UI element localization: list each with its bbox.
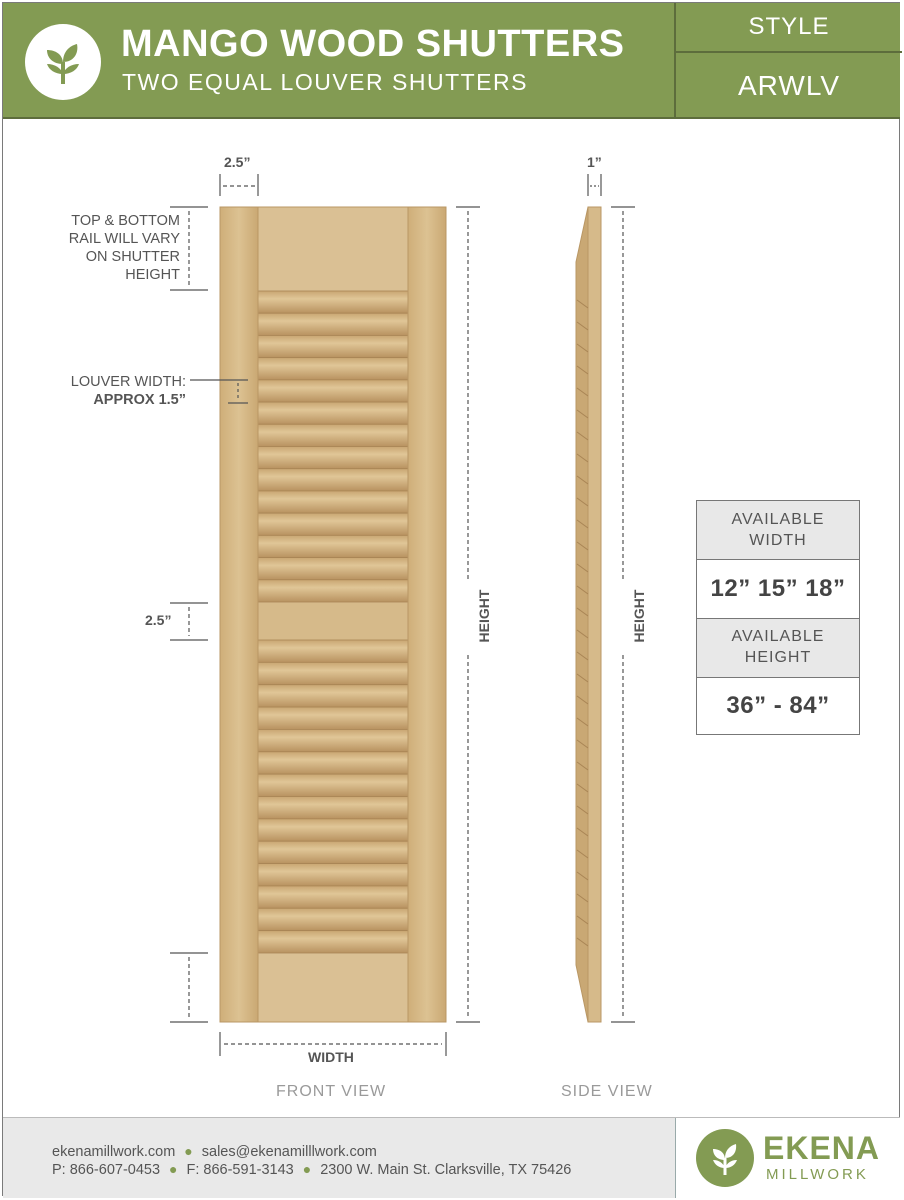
side-view-label: SIDE VIEW xyxy=(561,1083,653,1100)
available-width-values: 12” 15” 18” xyxy=(697,560,859,618)
louver-slat xyxy=(258,774,408,796)
louver-slat xyxy=(258,864,408,886)
stile-width-label: 2.5” xyxy=(224,154,251,170)
louver-slat xyxy=(258,491,408,513)
availability-table xyxy=(696,500,860,735)
fax-number: F: 866-591-3143 xyxy=(186,1162,294,1178)
email-link[interactable]: sales@ekenamilllwork.com xyxy=(201,1144,377,1160)
louver-slat xyxy=(258,358,408,380)
phone-number: P: 866-607-0453 xyxy=(52,1162,161,1178)
louver-slat xyxy=(258,558,408,580)
rail-note: TOP & BOTTOM RAIL WILL VARY ON SHUTTER HEIGHT xyxy=(68,213,180,283)
louver-slat xyxy=(258,424,408,446)
louver-slat xyxy=(258,291,408,313)
brand-subname: MILLWORK xyxy=(766,1166,869,1183)
footer-contact-line-2 xyxy=(52,1161,571,1178)
mid-rail-label: 2.5” xyxy=(145,612,172,628)
louver-slat xyxy=(258,662,408,684)
louver-slat xyxy=(258,380,408,402)
louver-slat xyxy=(258,729,408,751)
louver-slat xyxy=(258,469,408,491)
louver-slat xyxy=(258,707,408,729)
footer-bar xyxy=(3,1117,900,1198)
bullet-icon: ● xyxy=(184,1143,193,1159)
front-view-shutter xyxy=(220,207,446,1022)
louver-slat xyxy=(258,752,408,774)
page-subtitle: TWO EQUAL LOUVER SHUTTERS xyxy=(122,69,528,95)
louver-slat xyxy=(258,402,408,424)
louver-slat xyxy=(258,640,408,662)
louver-slat xyxy=(258,535,408,557)
louvers-upper xyxy=(258,291,408,602)
louver-slat xyxy=(258,841,408,863)
louver-slat xyxy=(258,513,408,535)
available-height-header: AVAILABLE HEIGHT xyxy=(697,619,859,677)
louver-slat xyxy=(258,819,408,841)
address: 2300 W. Main St. Clarksville, TX 75426 xyxy=(320,1162,572,1178)
louver-width-note: LOUVER WIDTH: APPROX 1.5” xyxy=(70,374,186,408)
louver-slat xyxy=(258,447,408,469)
louver-slat xyxy=(258,313,408,335)
side-depth-label: 1” xyxy=(587,154,602,170)
louver-slat xyxy=(258,908,408,930)
page-title: MANGO WOOD SHUTTERS xyxy=(121,23,625,65)
leaf-logo-icon xyxy=(696,1129,754,1187)
louver-slat xyxy=(258,931,408,953)
louver-slat xyxy=(258,797,408,819)
front-view-label: FRONT VIEW xyxy=(276,1083,387,1100)
available-height-values: 36” - 84” xyxy=(697,678,859,734)
louver-slat xyxy=(258,335,408,357)
front-height-label: HEIGHT xyxy=(476,589,492,643)
louvers-lower xyxy=(258,640,408,953)
louver-slat xyxy=(258,580,408,602)
bullet-icon: ● xyxy=(302,1161,312,1177)
louver-slat xyxy=(258,886,408,908)
footer-brand-logo xyxy=(675,1118,901,1198)
website-link[interactable]: ekenamillwork.com xyxy=(52,1144,176,1160)
side-view-shutter xyxy=(576,207,601,1022)
footer-contact-line-1 xyxy=(52,1143,377,1160)
side-height-label: HEIGHT xyxy=(631,589,647,643)
style-value: ARWLV xyxy=(738,70,840,101)
brand-name: EKENA xyxy=(763,1130,881,1166)
available-width-header: AVAILABLE WIDTH xyxy=(697,501,859,559)
width-label: WIDTH xyxy=(308,1049,354,1065)
louver-slat xyxy=(258,685,408,707)
bullet-icon: ● xyxy=(169,1161,178,1177)
style-label: STYLE xyxy=(676,3,902,53)
